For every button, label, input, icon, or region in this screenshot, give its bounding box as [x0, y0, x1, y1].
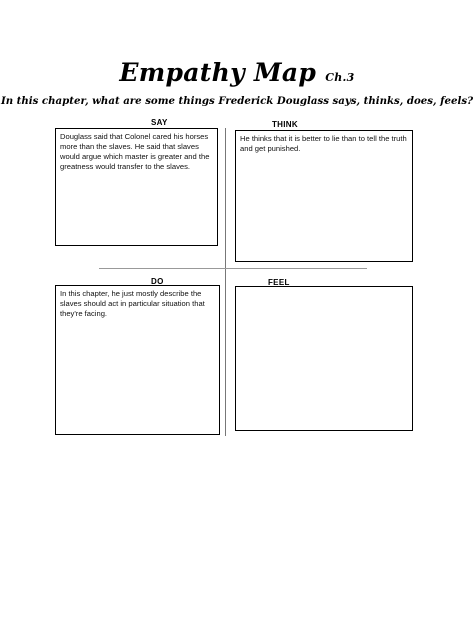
page-title	[0, 58, 474, 87]
subtitle: In this chapter, what are some things Frederick Douglass says, thinks, does, feels?	[0, 95, 474, 107]
do-box	[55, 285, 220, 435]
title-main: Empathy Map	[119, 58, 317, 87]
do-text: In this chapter, he just mostly describe the slaves should act in particular situation that they're facing.	[60, 289, 205, 318]
say-box	[55, 128, 218, 246]
vertical-divider	[225, 128, 226, 436]
think-box	[235, 130, 413, 262]
title-suffix: Ch.3	[325, 71, 355, 84]
horizontal-divider	[99, 268, 367, 269]
do-label: DO	[151, 277, 164, 286]
say-label: SAY	[151, 118, 168, 127]
say-text: Douglass said that Colonel cared his horses more than the slaves. He said that slaves would argue which master is greater and the greatness would transfer to the slaves.	[60, 132, 210, 171]
feel-label: FEEL	[268, 278, 290, 287]
think-label: THINK	[272, 120, 298, 129]
think-text: He thinks that it is better to lie than to tell the truth and get punished.	[240, 134, 407, 153]
feel-box	[235, 286, 413, 431]
